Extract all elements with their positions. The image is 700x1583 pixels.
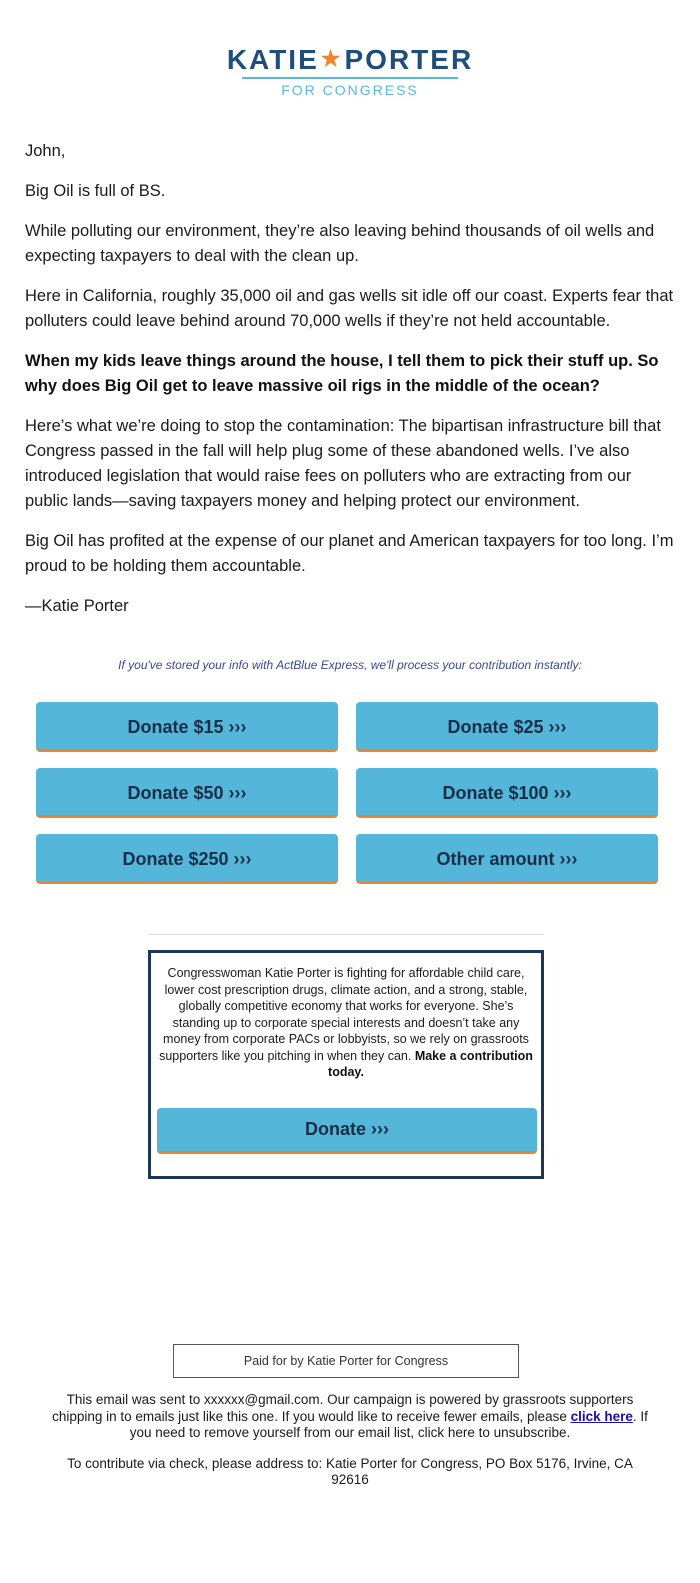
- footer-email-notice: [50, 1392, 650, 1442]
- logo-wordmark: [0, 44, 700, 75]
- star-icon: ★: [320, 46, 343, 71]
- section-divider: [148, 934, 544, 935]
- footer-sent-prefix: This email was sent to xxxxxx@gmail.com. Our campaign is powered by grassroots supporters chipping in to emails just like this one. If you would like to receive fewer emails, please: [52, 1392, 634, 1424]
- promo-donate-button[interactable]: Donate ›››: [157, 1108, 537, 1154]
- greeting: John,: [25, 142, 66, 160]
- campaign-logo: [0, 44, 700, 98]
- logo-first-name: KATIE: [226, 44, 319, 75]
- donate-250-button[interactable]: Donate $250 ›››: [36, 834, 338, 884]
- paragraph-4-bold: When my kids leave things around the house, I tell them to pick their stuff up. So why does Big Oil get to leave massive oil rigs in the middle of the ocean?: [25, 352, 659, 395]
- logo-subtitle: FOR CONGRESS: [281, 82, 419, 98]
- footer-sent-suffix: . If you need to remove yourself from our email list, click here to unsubscribe.: [129, 1408, 648, 1440]
- actblue-express-note: If you've stored your info with ActBlue Express, we'll process your contribution instantly:: [118, 658, 582, 672]
- paragraph-1: Big Oil is full of BS.: [25, 182, 166, 200]
- paragraph-2: While polluting our environment, they’re also leaving behind thousands of oil wells and expecting taxpayers to deal with the clean up.: [25, 222, 655, 265]
- donate-other-amount-button[interactable]: Other amount ›››: [356, 834, 658, 884]
- logo-last-name: PORTER: [344, 44, 474, 75]
- promo-text: [159, 965, 533, 1081]
- paragraph-3: Here in California, roughly 35,000 oil and gas wells sit idle off our coast. Experts fear that polluters could leave behind around 70,000 wells if they’re not held accountable.: [25, 287, 674, 330]
- promo-call-to-action: Make a contribution today.: [328, 1048, 533, 1079]
- logo-divider: [242, 77, 458, 79]
- donate-100-button[interactable]: Donate $100 ›››: [356, 768, 658, 818]
- email-footer: [50, 1392, 650, 1503]
- signature: —Katie Porter: [25, 597, 129, 615]
- contribution-promo-box: [148, 950, 544, 1179]
- donate-25-button[interactable]: Donate $25 ›››: [356, 702, 658, 752]
- paid-for-disclaimer: Paid for by Katie Porter for Congress: [173, 1344, 519, 1378]
- fewer-emails-link[interactable]: click here: [570, 1408, 633, 1424]
- donate-50-button[interactable]: Donate $50 ›››: [36, 768, 338, 818]
- paragraph-6: Big Oil has profited at the expense of our planet and American taxpayers for too long. I’m proud to be holding them accountable.: [25, 532, 674, 575]
- promo-description: Congresswoman Katie Porter is fighting for affordable child care, lower cost prescription drugs, climate action, and a strong, stable, globally competitive economy that works for everyone. She’s standing up to corporate special interests and doesn’t take any money from corporate PACs or lobbyists, so we rely on grassroots supporters like you pitching in when they can.: [159, 966, 529, 1063]
- donate-15-button[interactable]: Donate $15 ›››: [36, 702, 338, 752]
- paragraph-5: Here’s what we’re doing to stop the contamination: The bipartisan infrastructure bill that Congress passed in the fall will help plug some of these abandoned wells. I’ve also introduced legislation that would raise fees on polluters who are extracting from our public lands—saving taxpayers money and helping protect our environment.: [25, 417, 661, 510]
- email-body: [25, 139, 675, 634]
- footer-check-address: To contribute via check, please address to: Katie Porter for Congress, PO Box 5176, Irvine, CA 92616: [67, 1455, 633, 1487]
